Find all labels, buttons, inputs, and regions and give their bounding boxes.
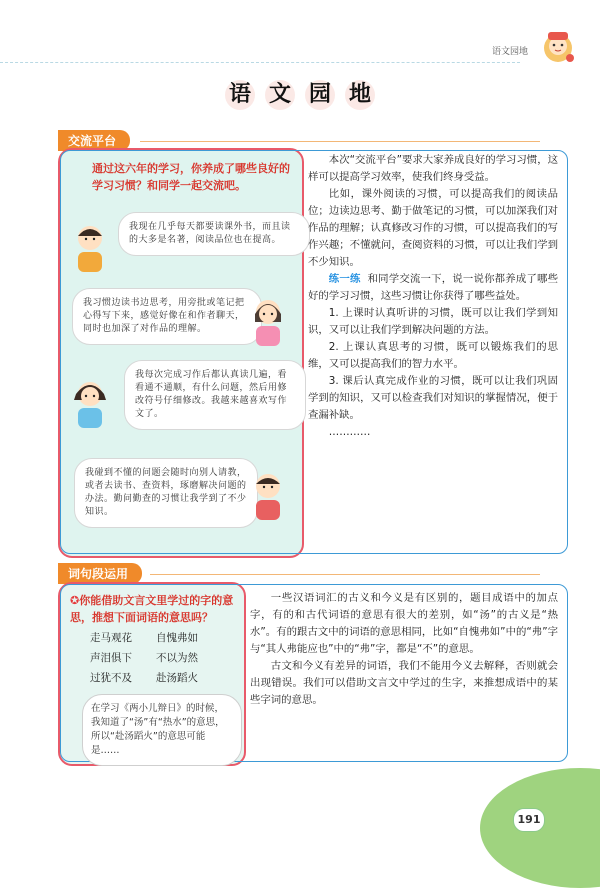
tab-divider [140,141,540,142]
page-number: 191 [513,808,545,832]
speech-bubble: 我现在几乎每天都要读课外书，而且读的大多是名著，阅读品位也在提高。 [118,212,310,256]
exchange-prompt: 通过这六年的学习，你养成了哪些良好的学习习惯？和同学一起交流吧。 [92,162,290,192]
idiom: 赴汤蹈火 [156,672,198,684]
word-prompt [70,592,238,626]
boy-avatar-icon [248,470,288,522]
idiom: 不以为然 [156,652,198,664]
answer-item: 3. 课后认真完成作业的习惯，既可以让我们巩固学到的知识，又可以检查我们对知识的掌握情况，便于查漏补缺。 [308,375,558,421]
title-char: 文 [265,80,295,110]
word-prompt-text: 你能借助文言文里学过的字的意思，推想下面词语的意思吗？ [70,594,234,624]
answer-item: 1. 上课时认真听讲的习惯，既可以让我们学到知识，又可以让我们学到解决问题的方法。 [308,307,558,336]
ellipsis: ………… [328,426,371,438]
header-label: 语文园地 [491,47,528,57]
section-tab-exchange: 交流平台 [58,130,130,151]
exchange-explanation [308,152,558,441]
practice-label: 练一练 [328,273,361,285]
paragraph: 古文和今义有差异的词语，我们不能用今义去解释，否则就会出现错误。我们可以借助文言文中学过的生字，来推想成语中的某些字词的意思。 [250,660,558,706]
practice-paragraph [308,271,558,305]
thought-bubble: 在学习《两小儿辩日》的时候，我知道了“汤”有“热水”的意思，所以“赴汤蹈火”的意思可能是…… [82,694,242,766]
word-explanation [250,590,558,709]
title-char: 园 [305,80,335,110]
girl-avatar-icon [70,378,110,430]
idiom: 过犹不及 [90,672,132,684]
word-list [90,628,198,688]
page-title [0,80,600,110]
idiom: 声泪俱下 [90,652,132,664]
title-char: 语 [225,80,255,110]
speech-bubble: 我习惯边读书边思考，用旁批或笔记把心得写下来，感觉好像在和作者聊天，同时也加深了对作品的理解。 [72,288,262,345]
idiom: 自愧弗如 [156,632,198,644]
answer-item: 2. 上课认真思考的习惯，既可以锻炼我们的思维，又可以提高我们的智力水平。 [308,341,558,370]
girl-avatar-icon [248,296,288,348]
practice-text: 和同学交流一下，说一说你都养成了哪些好的学习习惯，这些习惯让你获得了哪些益处。 [308,273,559,302]
star-icon: ✪ [70,594,80,607]
section-tab-word-usage: 词句段运用 [58,563,142,584]
boy-avatar-icon [70,222,110,274]
tab-divider [150,574,540,575]
cartoon-mascot-icon [536,24,580,68]
paragraph: 比如，课外阅读的习惯，可以提高我们的阅读品位；边读边思考、勤于做笔记的习惯，可以加深我们对作品的理解；认真修改习作的习惯，可以提高我们的写作兴趣；不懂就问，查阅资料的习惯，可以让我们学到不少知识。 [308,188,558,268]
idiom: 走马观花 [90,632,132,644]
header-divider [0,62,520,63]
speech-bubble: 我碰到不懂的问题会随时向别人请教，或者去读书、查资料，琢磨解决问题的办法。勤问勤查的习惯让我学到了不少知识。 [74,458,258,528]
title-char: 地 [345,80,375,110]
paragraph: 本次“交流平台”要求大家养成良好的学习习惯，这样可以提高学习效率，使我们终身受益。 [308,154,558,183]
paragraph: 一些汉语词汇的古义和今义是有区别的，题目成语中的加点字，有的和古代词语的意思有很大的差别，如“汤”的古义是“热水”。有的跟古文中的词语的意思相同，比如“自愧弗如”中的“弗”字与“其人弗能应也”中的“弗”字，都是“不”的意思。 [250,592,558,655]
speech-bubble: 我每次完成习作后都认真读几遍，看看通不通顺，有什么问题，然后用修改符号仔细修改。我越来越喜欢写作文了。 [124,360,306,430]
